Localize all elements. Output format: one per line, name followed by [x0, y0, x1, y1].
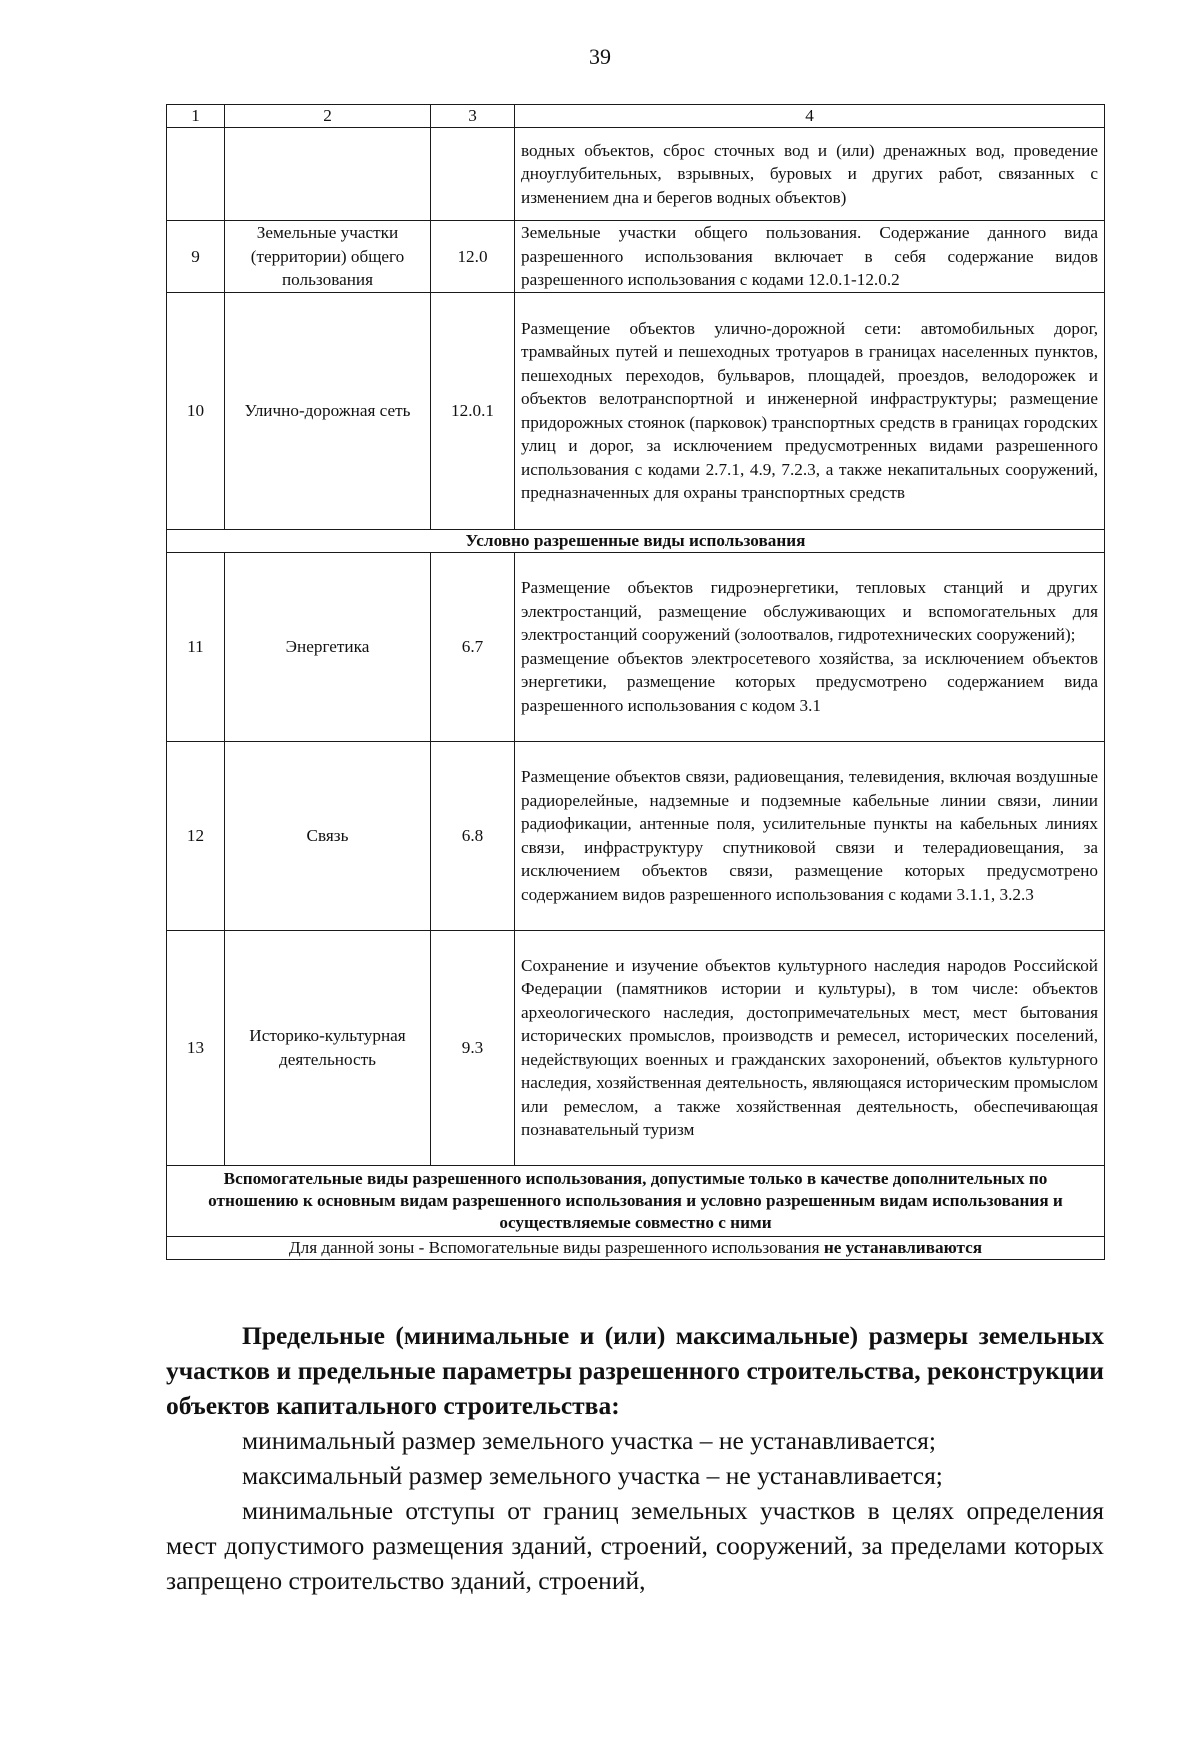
row-code: 6.8: [431, 741, 515, 930]
parameter-item: минимальные отступы от границ земельных участков в целях определения мест допустимого размещения зданий, строений, сооружений, за пределами которых запрещено строительство зданий, строений,: [166, 1496, 1104, 1595]
section-title-auxiliary: Вспомогательные виды разрешенного использования, допустимые только в качестве дополнительных по отношению к основным видам разрешенного использования и условно разрешенным видам использования и осуществляемые совместно с ними: [167, 1165, 1105, 1236]
auxiliary-note-row: [167, 1236, 1105, 1259]
header-cell-3: 3: [431, 105, 515, 128]
row-name: Земельные участки (территории) общего пользования: [225, 221, 431, 293]
row-number: 9: [167, 221, 225, 293]
row-code: 6.7: [431, 552, 515, 741]
table-row: [167, 292, 1105, 529]
land-use-table: [166, 104, 1105, 1260]
row-number: [167, 128, 225, 221]
row-code: 9.3: [431, 930, 515, 1165]
page-number: 39: [589, 44, 611, 69]
table-row: [167, 221, 1105, 293]
header-cell-2: 2: [225, 105, 431, 128]
auxiliary-note: [167, 1236, 1105, 1259]
row-number: 10: [167, 292, 225, 529]
row-code: [431, 128, 515, 221]
row-description: Размещение объектов улично-дорожной сети: автомобильных дорог, трамвайных путей и пешеходных тротуаров в границах населенных пунктов, пешеходных переходов, бульваров, площадей, проездов, велодорожек и объектов велотранспортной и инженерной инфраструктуры; размещение придорожных стоянок (парковок) транспортных средств в границах городских улиц и дорог, за исключением предусмотренных видами разрешенного использования с кодами 2.7.1, 4.9, 7.2.3, а также некапитальных сооружений, предназначенных для охраны транспортных средств: [515, 292, 1105, 529]
row-name: [225, 128, 431, 221]
row-number: 12: [167, 741, 225, 930]
table-row: [167, 552, 1105, 741]
parameter-item: максимальный размер земельного участка – не устанавливается;: [242, 1461, 943, 1490]
row-code: 12.0.1: [431, 292, 515, 529]
row-name: Энергетика: [225, 552, 431, 741]
header-cell-4: 4: [515, 105, 1105, 128]
table-header-row: [167, 105, 1105, 128]
parameters-heading: Предельные (минимальные и (или) максимальные) размеры земельных участков и предельные параметры разрешенного строительства, реконструкции объектов капитального строительства:: [166, 1321, 1104, 1420]
row-code: 12.0: [431, 221, 515, 293]
row-description-part-1: Размещение объектов гидроэнергетики, тепловых станций и других электростанций, размещение обслуживающих и вспомогательных для электростанций сооружений (золоотвалов, гидротехнических сооружений);: [521, 578, 1098, 644]
row-name: Связь: [225, 741, 431, 930]
header-cell-1: 1: [167, 105, 225, 128]
auxiliary-note-bold: не устанавливаются: [823, 1237, 983, 1257]
row-number: 11: [167, 552, 225, 741]
row-description: Размещение объектов связи, радиовещания, телевидения, включая воздушные радиорелейные, надземные и подземные кабельные линии связи, линии радиофикации, антенные поля, усилительные пункты на кабельных линиях связи, инфраструктуру спутниковой связи и телерадиовещания, за исключением объектов связи, размещение которых предусмотрено содержанием видов разрешенного использования с кодами 3.1.1, 3.2.3: [515, 741, 1105, 930]
row-description: водных объектов, сброс сточных вод и (или) дренажных вод, проведение дноуглубительных, взрывных, буровых и других работ, связанных с изменением дна и берегов водных объектов): [515, 128, 1105, 221]
row-name: Историко-культурная деятельность: [225, 930, 431, 1165]
section-row-auxiliary: [167, 1165, 1105, 1236]
auxiliary-note-text: Для данной зоны - Вспомогательные виды разрешенного использования: [288, 1237, 824, 1257]
row-description: [515, 552, 1105, 741]
table-row-continued: [167, 128, 1105, 221]
row-name: Улично-дорожная сеть: [225, 292, 431, 529]
row-description: Сохранение и изучение объектов культурного наследия народов Российской Федерации (памятников истории и культуры), в том числе: объектов археологического наследия, достопримечательных мест, мест бытования исторических промыслов, производств и ремесел, исторических поселений, недействующих военных и гражданских захоронений, объектов культурного наследия, хозяйственная деятельность, являющаяся историческим промыслом или ремеслом, а также хозяйственная деятельность, обеспечивающая познавательный туризм: [515, 930, 1105, 1165]
section-row-conditional: [167, 529, 1105, 552]
table-row: [167, 741, 1105, 930]
parameters-section: [166, 1318, 1104, 1598]
table-row: [167, 930, 1105, 1165]
section-title-conditional: Условно разрешенные виды использования: [167, 529, 1105, 552]
parameter-item: минимальный размер земельного участка – не устанавливается;: [242, 1426, 936, 1455]
row-description: Земельные участки общего пользования. Содержание данного вида разрешенного использования включает в себя содержание видов разрешенного использования с кодами 12.0.1-12.0.2: [515, 221, 1105, 293]
row-number: 13: [167, 930, 225, 1165]
row-description-part-2: размещение объектов электросетевого хозяйства, за исключением объектов энергетики, размещение которых предусмотрено содержанием вида разрешенного использования с кодом 3.1: [521, 648, 1098, 715]
